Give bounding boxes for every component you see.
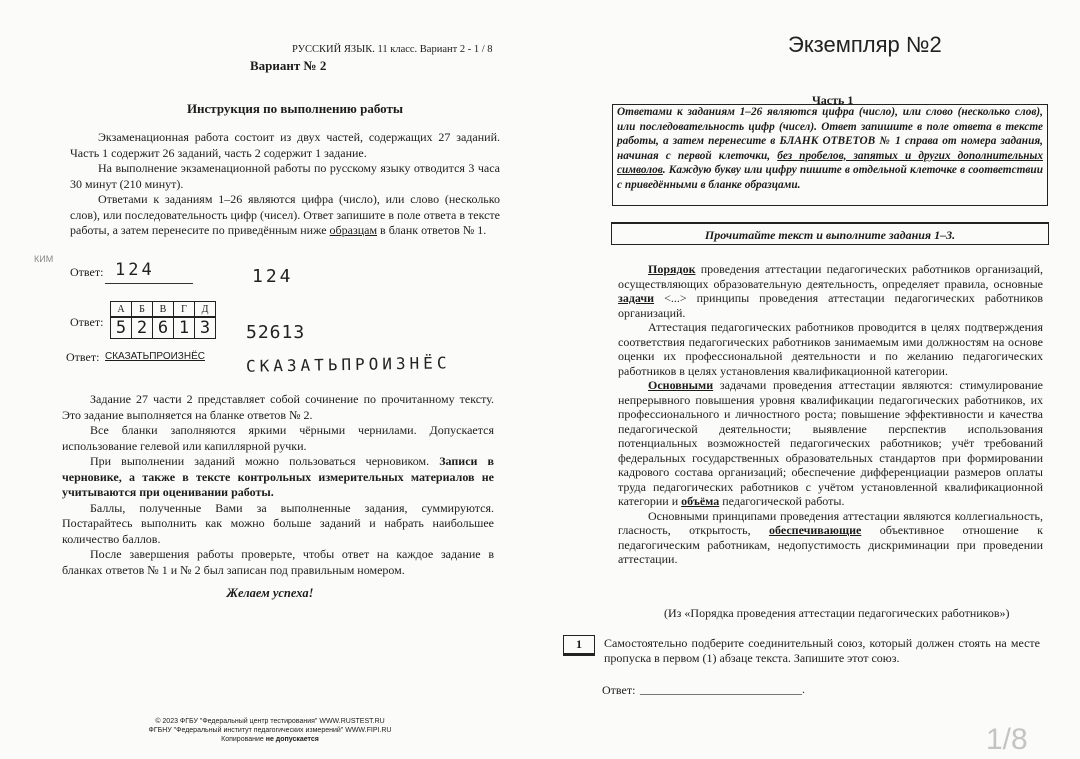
task-1-answer-line[interactable]: ___________________________.: [640, 682, 805, 696]
example-2-digits: [110, 317, 216, 339]
footer-line-2: ФГБНУ "Федеральный институт педагогических измерений" WWW.FIPI.RU: [148, 727, 392, 734]
page-counter: 1/8: [986, 723, 1028, 756]
wish-text: Желаем успеха!: [226, 586, 314, 600]
instruction-rest: [62, 392, 494, 578]
para-time: На выполнение экзаменационной работы по русскому языку отводится 3 часа 30 минут (210 минут).: [70, 161, 500, 191]
para-points: Баллы, полученные Вами за выполненные задания, суммируются. Постарайтесь выполнить как можно больше заданий и набрать наибольшее количество баллов.: [62, 500, 494, 546]
digit-cell: 5: [111, 318, 132, 339]
instruction-title: Инструкция по выполнению работы: [186, 101, 404, 116]
letter-cell: А: [111, 302, 132, 317]
para-check: После завершения работы проверьте, чтобы ответ на каждое задание в бланках ответов № 1 и № 2 был записан под правильным номером.: [62, 547, 494, 577]
letter-cell: Д: [195, 302, 216, 317]
para-answers: Ответами к заданиям 1–26 являются цифра (число), или слово (несколько слов), или последовательность цифр (чисел). Ответ запишите в поле ответа в тексте работы, а затем перенесите по приведённым ниже образцам в бланк ответов № 1.: [70, 192, 500, 237]
para-draft: При выполнении заданий можно пользоваться черновиком. Записи в черновике, а также в тексте контрольных измерительных материалов не учитываются при оценивании работы.: [62, 454, 494, 499]
example-3-label: Ответ:: [66, 350, 100, 364]
digit-cell: 2: [132, 318, 153, 339]
para-essay: Задание 27 части 2 представляет собой сочинение по прочитанному тексту. Это задание выполняется на бланке ответов № 2.: [62, 392, 494, 422]
text-source: (Из «Порядка проведения аттестации педагогических работников»): [664, 606, 1010, 620]
text-para-2: Аттестация педагогических работников проводится в целях подтверждения соответствия педагогических работников занимаемым ими должностям на основе оценки их профессиональной деятельности и по желанию педагогических работников в целях установления квалификационной категории.: [618, 320, 1043, 378]
letter-cell: В: [153, 302, 174, 317]
footer-line-3: Копирование не допускается: [221, 736, 319, 743]
letter-cell: Г: [174, 302, 195, 317]
part-1-title: Часть 1: [812, 93, 854, 107]
digit-cell: 6: [153, 318, 174, 339]
digit-cell: 3: [195, 318, 216, 339]
para-forms: Все бланки заполняются яркими чёрными чернилами. Допускается использование гелевой или капиллярной ручки.: [62, 423, 494, 453]
kim-mark: КИМ: [34, 254, 54, 264]
left-header: РУССКИЙ ЯЗЫК. 11 класс. Вариант 2 - 1 / 8: [292, 44, 493, 55]
read-task-box: Прочитайте текст и выполните задания 1–3.: [611, 222, 1049, 245]
digit-cell: 1: [174, 318, 195, 339]
exemplar-title: Экземпляр №2: [788, 32, 942, 57]
variant-title: Вариант № 2: [250, 58, 327, 73]
example-1-written: 124: [115, 260, 155, 280]
example-3-form: СКАЗАТЬПРОИЗНЁС: [245, 353, 451, 376]
instruction-intro: [70, 130, 500, 239]
reading-text: [618, 262, 1043, 567]
example-1-label: Ответ:: [70, 265, 104, 279]
example-1-underline: [105, 283, 193, 284]
example-2-label: Ответ:: [70, 315, 104, 329]
example-1-form: 124: [252, 266, 294, 287]
example-2-letters: [110, 301, 216, 317]
text-para-4: Основными принципами проведения аттестации являются коллегиальность, гласность, открытость, обеспечивающие объективное отношение к педагогическим работникам, недопустимость дискриминации при проведении аттестации.: [618, 508, 1043, 566]
part-1-instruction-box: Ответами к заданиям 1–26 являются цифра (число), или слово (несколько слов), или последовательность цифр (чисел). Ответ запишите в поле ответа в тексте работы, а затем перенесите в БЛАНК ОТВЕТОВ № 1 справа от номера задания, начиная с первой клеточки, без пробелов, запятых и других дополнительных символов. Каждую букву или цифру пишите в отдельной клеточке в соответствии с приведёнными в бланке образцами.: [612, 104, 1048, 206]
example-2-form: 52613: [246, 322, 306, 343]
example-3-written: СКАЗАТЬПРОИЗНЁС: [105, 351, 205, 362]
para-structure: Экзаменационная работа состоит из двух частей, содержащих 27 заданий. Часть 1 содержит 26 заданий, часть 2 содержит 1 задание.: [70, 130, 500, 160]
letter-cell: Б: [132, 302, 153, 317]
text-para-1: Порядок проведения аттестации педагогических работников организаций, осуществляющих образовательную деятельность, определяет правила, основные задачи <...> принципы проведения аттестации педагогических работников организаций.: [618, 262, 1043, 320]
text-para-3: Основными задачами проведения аттестации являются: стимулирование непрерывного повышения уровня квалификации педагогических работников, их профессионального и личностного роста; повышение эффективности и качества педагогической деятельности; выявление перспектив использования потенциальных возможностей педагогических работников; учёт требований федеральных государственных образовательных стандартов при формировании кадрового состава организаций; обеспечение дифференциации размеров оплаты труда педагогических работников с учётом установленной квалификационной категории и объёма педагогической работы.: [618, 378, 1043, 508]
task-1-text: Самостоятельно подберите соединительный союз, который должен стоять на месте пропуска в первом (1) абзаце текста. Запишите этот союз.: [604, 636, 1040, 665]
task-1-answer-label: Ответ:: [602, 683, 636, 697]
footer-line-1: © 2023 ФГБУ "Федеральный центр тестирования" WWW.RUSTEST.RU: [155, 718, 385, 725]
task-number-box: 1: [563, 635, 595, 656]
left-footer: [100, 717, 440, 744]
